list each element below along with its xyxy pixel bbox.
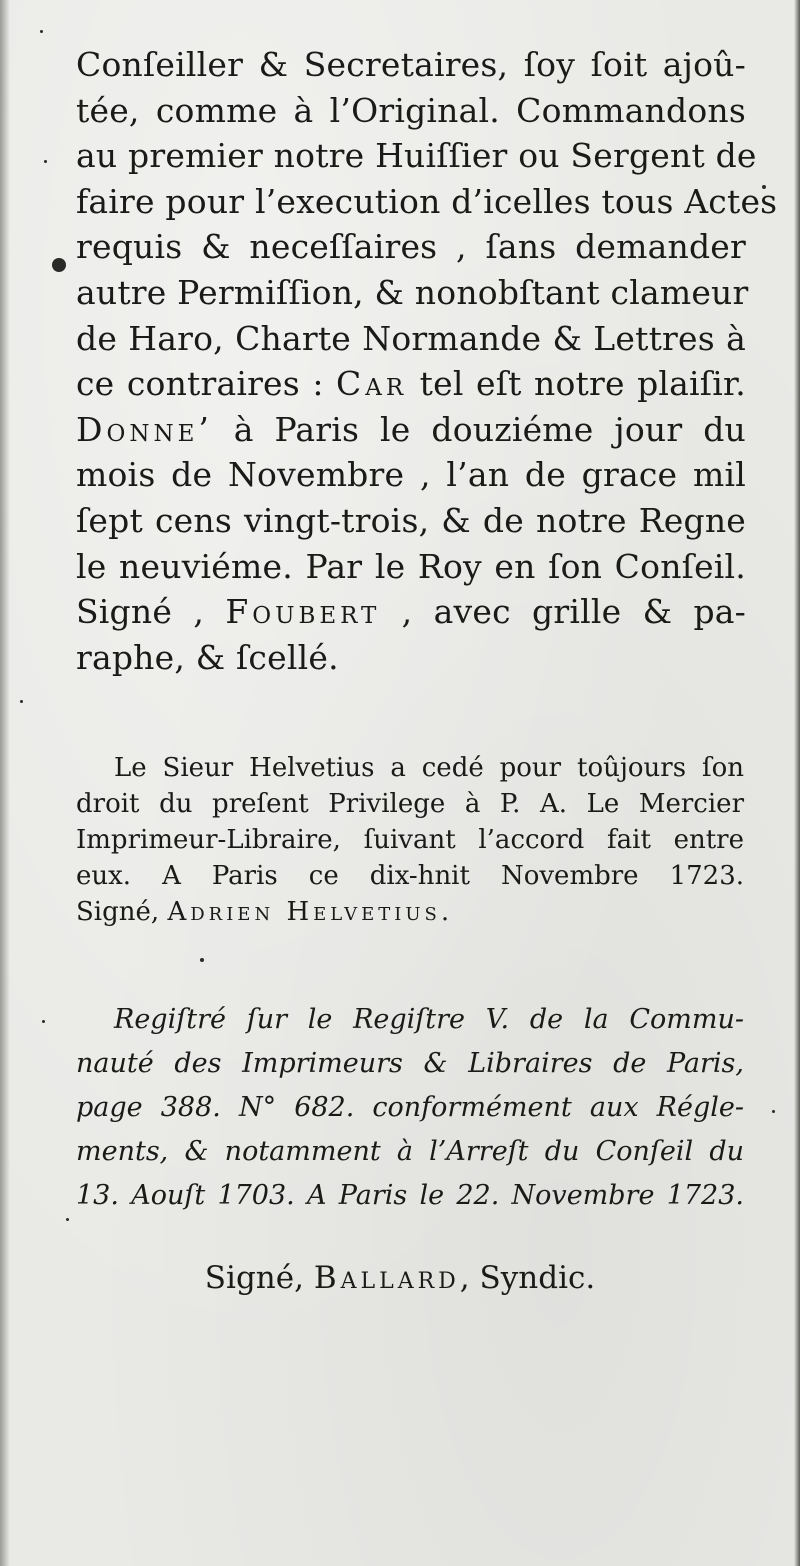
page-edge-left <box>0 0 10 1566</box>
text-line: le neuviéme. Par le Roy en ſon Conſeil. <box>76 546 746 586</box>
text-line: Imprimeur-Libraire, ſuivant l’accord fait entre <box>76 825 744 855</box>
text-line: Regiſtré ſur le Regiſtre V. de la Commu- <box>114 1004 744 1035</box>
privilege-text <box>76 42 778 680</box>
text-line: ſept cens vingt-trois, & de notre Regne <box>76 500 746 540</box>
small-caps-name: Ballard <box>313 1260 460 1296</box>
small-caps-word: Car <box>336 364 408 404</box>
cession-paragraph <box>76 750 744 930</box>
text-line: faire pour l’execution d’icelles tous Actes <box>76 181 778 221</box>
small-caps-word: Donne’ <box>76 409 213 449</box>
small-caps-name: Adrien Helvetius. <box>167 897 454 927</box>
text-line: Signé, Adrien Helvetius. <box>76 897 454 927</box>
small-caps-name: Foubert <box>225 592 381 632</box>
text-line: ments, & notamment à l’Arreſt du Conſeil du <box>76 1136 744 1167</box>
text-line: Conſeiller & Secretaires, ſoy ſoit ajoû- <box>76 45 746 84</box>
syndic-signature: Signé, Ballard, Syndic. <box>204 1260 596 1296</box>
text-line: Donne’ à Paris le douziéme jour du <box>76 409 746 449</box>
text-line: autre Permiſſion, & nonobſtant clameur <box>76 272 749 312</box>
text-line: Le Sieur Helvetius a cedé pour toûjours ſon <box>114 753 744 783</box>
text-line: tée, comme à l’Original. Commandons <box>76 90 746 130</box>
text-line: droit du preſent Privilege à P. A. Le Mercier <box>76 789 744 819</box>
text-line: raphe, & ſcellé. <box>76 637 339 677</box>
text-line: mois de Novembre , l’an de grace mil <box>76 455 746 495</box>
text-line: de Haro, Charte Normande & Lettres à <box>76 318 746 358</box>
text-line: page 388. N° 682. conformément aux Régle- <box>76 1092 744 1123</box>
text-line: 13. Aouſt 1703. A Paris le 22. Novembre 1723. <box>76 1180 744 1211</box>
text-line: ce contraires : Car tel eſt notre plaiſir. <box>76 364 746 404</box>
page-edge-right <box>794 0 800 1566</box>
text-line: nauté des Imprimeurs & Libraires de Paris, <box>76 1048 744 1079</box>
text-line: au premier notre Huiſſier ou Sergent de <box>76 136 757 176</box>
text-line: Signé , Foubert , avec grille & pa- <box>76 592 747 632</box>
text-line: requis & neceſſaires , ſans demander <box>76 227 746 267</box>
registration-paragraph <box>76 998 744 1218</box>
text-line: eux. A Paris ce dix-hnit Novembre 1723. <box>76 861 744 891</box>
